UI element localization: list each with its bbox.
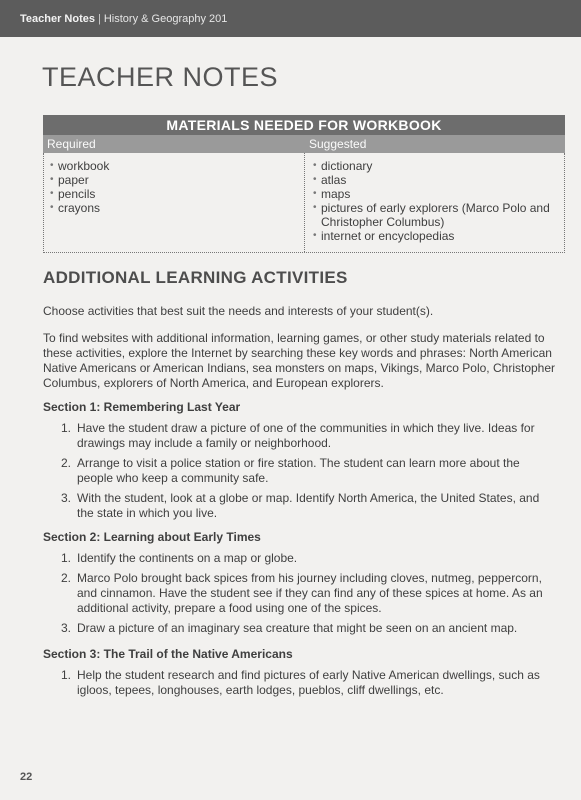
page-title: TEACHER NOTES bbox=[42, 62, 279, 92]
list-item bbox=[57, 491, 557, 521]
required-item: • pencils bbox=[50, 187, 300, 201]
item-number: 3. bbox=[60, 491, 71, 505]
running-header bbox=[0, 0, 581, 37]
header-subtitle: History & Geography 201 bbox=[103, 12, 228, 25]
section-2-list bbox=[57, 546, 557, 636]
item-text: Draw a picture of an imaginary sea creature that might be seen on an ancient map. bbox=[77, 621, 518, 635]
required-column bbox=[44, 153, 304, 252]
header-title: Teacher Notes bbox=[20, 12, 95, 25]
list-item bbox=[57, 668, 557, 698]
section-1-heading: Section 1: Remembering Last Year bbox=[43, 400, 241, 414]
item-number: 1. bbox=[60, 668, 71, 682]
activities-heading: ADDITIONAL LEARNING ACTIVITIES bbox=[43, 268, 348, 287]
materials-heading: MATERIALS NEEDED FOR WORKBOOK bbox=[43, 115, 565, 135]
required-item: • workbook bbox=[50, 159, 300, 173]
suggested-label: Suggested bbox=[309, 137, 367, 151]
materials-body bbox=[43, 153, 565, 253]
required-item: • paper bbox=[50, 173, 300, 187]
suggested-item: • maps bbox=[313, 187, 560, 201]
section-1-list bbox=[57, 416, 557, 521]
page-number: 22 bbox=[20, 771, 33, 783]
suggested-item: • atlas bbox=[313, 173, 560, 187]
suggested-item: • dictionary bbox=[313, 159, 560, 173]
item-text: Help the student research and find pictures of early Native American dwellings, such as igloos, tepees, longhouses, earth lodges, pueblos, cliff dwellings, etc. bbox=[77, 668, 540, 697]
materials-column-headers bbox=[43, 135, 565, 153]
materials-table bbox=[43, 115, 565, 253]
activities-intro: Choose activities that best suit the needs and interests of your student(s). bbox=[43, 304, 434, 318]
required-item: • crayons bbox=[50, 201, 300, 215]
required-label: Required bbox=[47, 137, 96, 151]
list-item bbox=[57, 551, 557, 566]
item-number: 2. bbox=[60, 571, 71, 585]
item-text: Have the student draw a picture of one of the communities in which they live. Ideas for drawings may include a family or neighborhood. bbox=[77, 421, 535, 450]
section-3-heading: Section 3: The Trail of the Native Americans bbox=[43, 647, 293, 661]
list-item bbox=[57, 571, 557, 616]
item-number: 2. bbox=[60, 456, 71, 470]
suggested-item: • pictures of early explorers (Marco Polo and Christopher Columbus) bbox=[313, 201, 560, 229]
suggested-item: • internet or encyclopedias bbox=[313, 229, 560, 243]
item-text: Arrange to visit a police station or fire station. The student can learn more about the people who keep a community safe. bbox=[77, 456, 520, 485]
list-item bbox=[57, 621, 557, 636]
header-separator: | bbox=[98, 12, 101, 25]
item-text: Identify the continents on a map or globe. bbox=[77, 551, 298, 565]
list-item bbox=[57, 421, 557, 451]
item-number: 1. bbox=[60, 421, 71, 435]
suggested-column bbox=[304, 153, 564, 252]
item-number: 3. bbox=[60, 621, 71, 635]
item-text: With the student, look at a globe or map. Identify North America, the United States, and the state in which you live. bbox=[77, 491, 540, 520]
section-3-list bbox=[57, 663, 557, 698]
list-item bbox=[57, 456, 557, 486]
item-number: 1. bbox=[60, 551, 71, 565]
activities-websites-paragraph: To find websites with additional information, learning games, or other study materials related to these activities, explore the Internet by searching these key words and phrases: North American Native Americans or American Indians, sea monsters on maps, Vikings, Marco Polo, Christopher Columbus, explorers of North America, and European explorers. bbox=[43, 331, 556, 390]
item-text: Marco Polo brought back spices from his journey including cloves, nutmeg, peppercorn, and cinnamon. Have the student see if they can find any of these spices at home. As an additional activity, prepare a food using one of the spices. bbox=[77, 571, 543, 615]
section-2-heading: Section 2: Learning about Early Times bbox=[43, 530, 261, 544]
